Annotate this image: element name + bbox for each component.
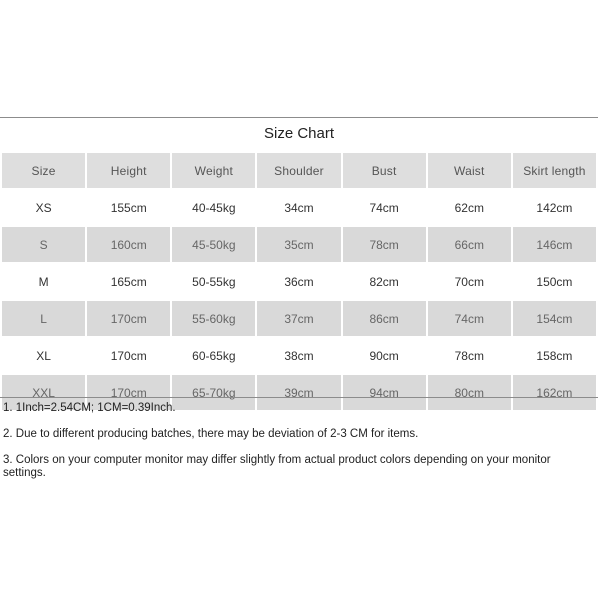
header-height: Height xyxy=(86,152,171,189)
cell-size: XS xyxy=(1,189,86,226)
cell-weight: 65-70kg xyxy=(171,374,256,411)
cell-height: 160cm xyxy=(86,226,171,263)
cell-size: XXL xyxy=(1,374,86,411)
table-row xyxy=(1,263,597,300)
cell-skirt-length: 142cm xyxy=(512,189,597,226)
chart-title: Size Chart xyxy=(263,125,335,142)
size-notes xyxy=(3,402,593,493)
cell-skirt-length: 154cm xyxy=(512,300,597,337)
table-row xyxy=(1,300,597,337)
cell-shoulder: 35cm xyxy=(256,226,341,263)
cell-skirt-length: 150cm xyxy=(512,263,597,300)
cell-weight: 55-60kg xyxy=(171,300,256,337)
cell-bust: 94cm xyxy=(342,374,427,411)
cell-waist: 66cm xyxy=(427,226,512,263)
cell-shoulder: 36cm xyxy=(256,263,341,300)
cell-waist: 78cm xyxy=(427,337,512,374)
table-row xyxy=(1,189,597,226)
cell-shoulder: 39cm xyxy=(256,374,341,411)
header-size: Size xyxy=(1,152,86,189)
cell-bust: 90cm xyxy=(342,337,427,374)
cell-shoulder: 37cm xyxy=(256,300,341,337)
table-row xyxy=(1,337,597,374)
header-skirt-length: Skirt length xyxy=(512,152,597,189)
cell-weight: 50-55kg xyxy=(171,263,256,300)
cell-skirt-length: 162cm xyxy=(512,374,597,411)
cell-skirt-length: 158cm xyxy=(512,337,597,374)
table-header-row xyxy=(1,152,597,189)
note-conversion: 1. 1Inch=2.54CM; 1CM=0.39Inch. xyxy=(3,402,176,414)
cell-bust: 74cm xyxy=(342,189,427,226)
cell-height: 170cm xyxy=(86,337,171,374)
cell-shoulder: 34cm xyxy=(256,189,341,226)
cell-waist: 70cm xyxy=(427,263,512,300)
cell-shoulder: 38cm xyxy=(256,337,341,374)
cell-waist: 62cm xyxy=(427,189,512,226)
cell-size: S xyxy=(1,226,86,263)
size-chart xyxy=(0,117,598,412)
cell-weight: 45-50kg xyxy=(171,226,256,263)
cell-bust: 86cm xyxy=(342,300,427,337)
note-deviation: 2. Due to different producing batches, there may be deviation of 2-3 CM for items. xyxy=(3,428,419,440)
divider xyxy=(0,397,598,398)
header-bust: Bust xyxy=(342,152,427,189)
cell-bust: 78cm xyxy=(342,226,427,263)
cell-height: 155cm xyxy=(86,189,171,226)
cell-skirt-length: 146cm xyxy=(512,226,597,263)
header-weight: Weight xyxy=(171,152,256,189)
cell-weight: 40-45kg xyxy=(171,189,256,226)
cell-height: 165cm xyxy=(86,263,171,300)
cell-waist: 80cm xyxy=(427,374,512,411)
header-waist: Waist xyxy=(427,152,512,189)
cell-bust: 82cm xyxy=(342,263,427,300)
size-table xyxy=(0,151,598,412)
note-color-disclaimer: 3. Colors on your computer monitor may differ slightly from actual product colors depending on your monitor settings. xyxy=(3,454,551,479)
cell-waist: 74cm xyxy=(427,300,512,337)
cell-size: M xyxy=(1,263,86,300)
cell-size: L xyxy=(1,300,86,337)
header-shoulder: Shoulder xyxy=(256,152,341,189)
table-row xyxy=(1,226,597,263)
cell-height: 170cm xyxy=(86,374,171,411)
cell-height: 170cm xyxy=(86,300,171,337)
cell-weight: 60-65kg xyxy=(171,337,256,374)
cell-size: XL xyxy=(1,337,86,374)
